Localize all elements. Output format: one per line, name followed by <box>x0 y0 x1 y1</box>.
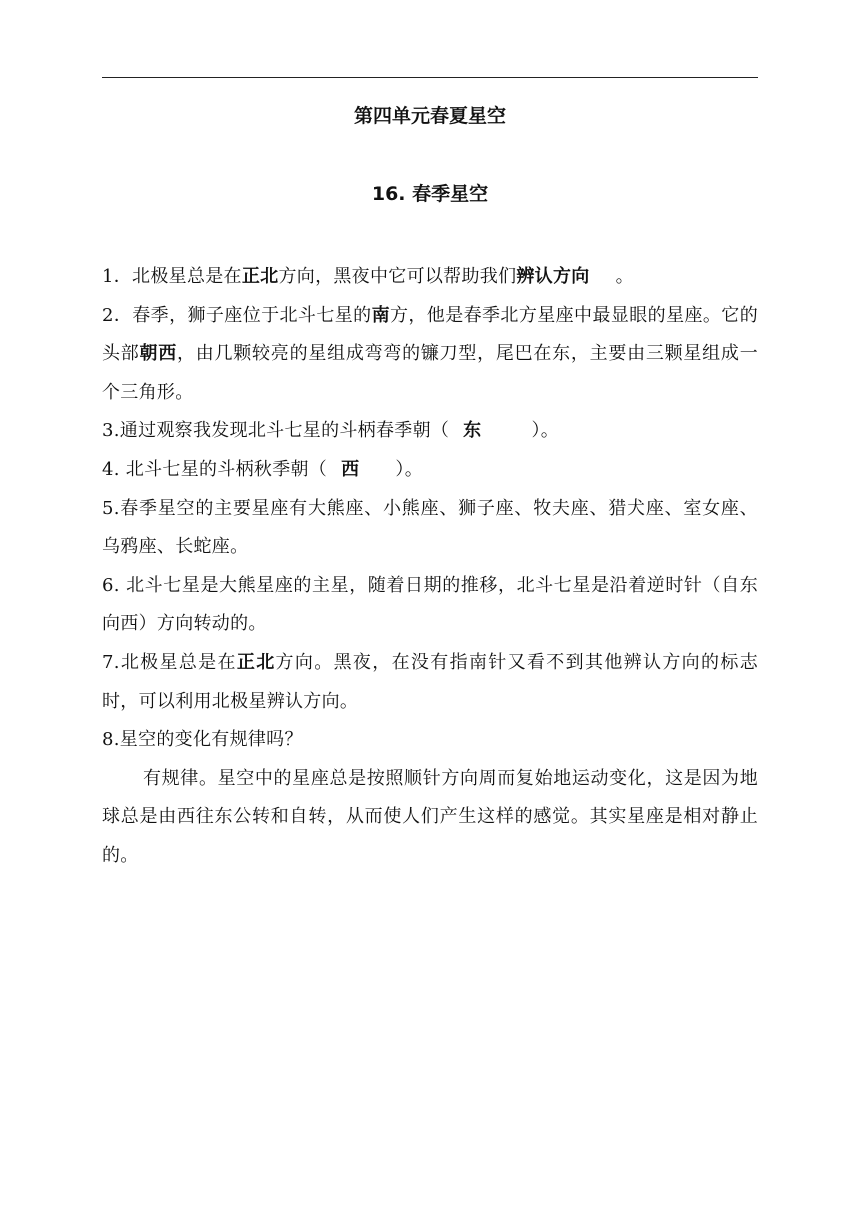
item-1 <box>102 258 758 297</box>
item-2-bold-west: 朝西 <box>139 343 178 365</box>
item-7-bold-direction: 正北 <box>236 651 276 673</box>
item-3-prefix: 3.通过观察我发现北斗七星的斗柄春季朝（ <box>102 420 450 442</box>
item-7 <box>102 644 758 721</box>
item-4-prefix: 4. 北斗七星的斗柄秋季朝（ <box>102 458 328 480</box>
item-3-answer: 东 <box>463 420 482 442</box>
item-4-answer: 西 <box>341 458 360 480</box>
item-1-mid: 方向，黑夜中它可以帮助我们 <box>278 266 517 287</box>
item-4 <box>102 451 758 490</box>
unit-title: 第四单元春夏星空 <box>353 105 506 127</box>
item-1-prefix: 1．北极星总是在 <box>102 266 242 287</box>
item-1-bold-direction: 正北 <box>241 266 279 287</box>
item-2 <box>102 297 758 413</box>
item-2-mid: 方，他是春季北方星座中最显眼的星座。它的头部 <box>102 304 759 365</box>
document-body <box>102 258 758 876</box>
item-5: 5.春季星空的主要星座有大熊座、小熊座、狮子座、牧夫座、猎犬座、室女座、乌鸦座、长蛇座。 <box>102 497 758 558</box>
item-8-answer: 有规律。星空中的星座总是按照顺针方向周而复始地运动变化，这是因为地球总是由西往东公转和自转，从而使人们产生这样的感觉。其实星座是相对静止的。 <box>102 767 758 866</box>
item-4-end: ）。 <box>395 458 424 480</box>
item-3 <box>102 412 758 451</box>
item-7-end: 方向。黑夜，在没有指南针又看不到其他辨认方向的标志时，可以利用北极星辨认方向。 <box>102 651 758 712</box>
item-1-bold-answer: 辨认方向 <box>516 266 590 287</box>
item-1-end: 。 <box>615 266 634 287</box>
item-7-prefix: 7.北极星总是在 <box>102 651 237 673</box>
item-2-prefix: 2．春季，狮子座位于北斗七星的 <box>102 304 372 326</box>
item-2-bold-south: 南 <box>371 304 390 326</box>
item-2-end: ，由几颗较亮的星组成弯弯的镰刀型，尾巴在东，主要由三颗星组成一个三角形。 <box>102 343 758 403</box>
header-rule <box>102 77 758 78</box>
lesson-title: 16. 春季星空 <box>371 183 489 205</box>
item-6: 6. 北斗七星是大熊星座的主星，随着日期的推移，北斗七星是沿着逆时针（自东向西）方向转动的。 <box>102 574 758 635</box>
item-3-end: ）。 <box>531 420 560 442</box>
item-8-question: 8.星空的变化有规律吗？ <box>102 729 303 751</box>
